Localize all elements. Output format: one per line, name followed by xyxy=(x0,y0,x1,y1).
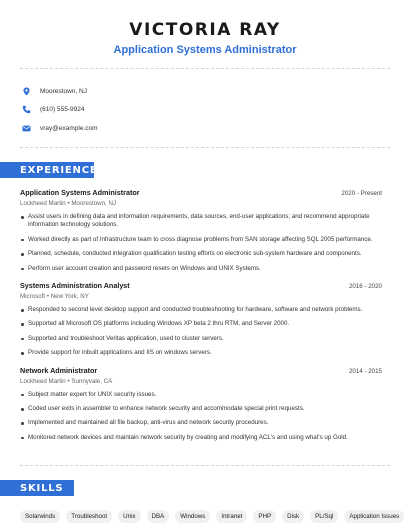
job-role: Systems Administration Analyst xyxy=(20,281,130,291)
email-icon xyxy=(22,124,31,133)
job-dates: 2016 - 2020 xyxy=(348,283,382,291)
location-text: Moorestown, NJ xyxy=(40,87,87,95)
experience-heading: EXPERIENCE xyxy=(0,162,94,178)
skill-tag: PL/Sql xyxy=(310,510,338,523)
skill-tag: Intranet xyxy=(216,510,247,523)
experience-list xyxy=(20,188,382,450)
skill-tag: Disk xyxy=(282,510,304,523)
skills-heading: SKILLS xyxy=(0,480,74,496)
header-divider xyxy=(20,68,390,69)
job-bullets xyxy=(20,306,382,358)
skills-list xyxy=(20,510,400,523)
job-bullet: Subject matter expert for UNIX security issues. xyxy=(20,391,382,399)
skill-tag: PHP xyxy=(253,510,276,523)
job-bullet: Worked directly as part of Infrastructure team to cross diagnose problems from SAN storage affecting SQL 2005 performance. xyxy=(20,236,382,244)
contact-divider xyxy=(20,147,390,148)
job-bullets xyxy=(20,391,382,443)
candidate-title: Application Systems Administrator xyxy=(113,44,297,56)
skill-tag: DBA xyxy=(147,510,170,523)
job-bullet: Supported all Microsoft OS platforms including Windows XP beta 2 thru RTM, and Server 2000. xyxy=(20,320,382,328)
contact-email xyxy=(22,119,98,138)
phone-icon xyxy=(22,105,31,114)
job-bullet: Assist users in defining data and information requirements, data sources, end-user applications; and recommend appropriate information technology solutions. xyxy=(20,213,382,230)
job-dates: 2014 - 2015 xyxy=(348,367,382,375)
email-text: vray@example.com xyxy=(40,124,98,132)
job-role: Application Systems Administrator xyxy=(20,188,140,197)
contact-phone xyxy=(22,101,98,120)
job-bullet: Provide support for inbuilt applications and IIS on windows servers. xyxy=(20,349,382,357)
job-bullet: Planned, schedule, conducted integration qualification testing efforts on electronic sub-system hardware and components. xyxy=(20,250,382,258)
skill-tag: Application Issues xyxy=(344,510,404,523)
skill-tag: Windows xyxy=(175,510,210,523)
job-bullets xyxy=(20,213,382,273)
job-entry xyxy=(20,281,382,358)
job-bullet: Monitored network devices and maintain network security by creating and modifying ACL's and using what's up Gold. xyxy=(20,434,382,442)
job-dates: 2020 - Present xyxy=(341,190,382,197)
candidate-name: VICTORIA RAY xyxy=(129,20,281,40)
contact-list xyxy=(22,82,98,138)
skill-tag: Unix xyxy=(118,510,140,523)
job-entry xyxy=(20,366,382,443)
contact-location xyxy=(22,82,98,101)
job-bullet: Perform user account creation and password resets on Windows and UNIX Systems. xyxy=(20,265,382,273)
job-entry xyxy=(20,188,382,273)
job-company: Lockheed Martin • Sunnyvale, CA xyxy=(20,377,113,385)
skill-tag: Troubleshoot xyxy=(66,510,112,523)
job-company: Lockheed Martin • Moorestown, NJ xyxy=(20,200,117,207)
skill-tag: Solarwinds xyxy=(20,510,60,523)
job-bullet: Coded user exits in assembler to enhance network security and accommodate special print requests. xyxy=(20,405,382,413)
phone-text: (610) 555-9924 xyxy=(40,106,85,114)
job-bullet: Implemented and maintained all file backup, anti-virus and network security procedures. xyxy=(20,419,382,427)
job-company: Microsoft • New York, NY xyxy=(20,293,89,301)
experience-divider xyxy=(20,465,390,466)
job-role: Network Administrator xyxy=(20,365,98,375)
location-pin-icon xyxy=(22,87,31,96)
resume-header xyxy=(0,20,410,56)
job-bullet: Responded to second level desktop support and conducted troubleshooting for hardware, software and network problems. xyxy=(20,306,382,314)
job-bullet: Supported and troubleshoot Veritas application, used to cluster servers. xyxy=(20,335,382,343)
